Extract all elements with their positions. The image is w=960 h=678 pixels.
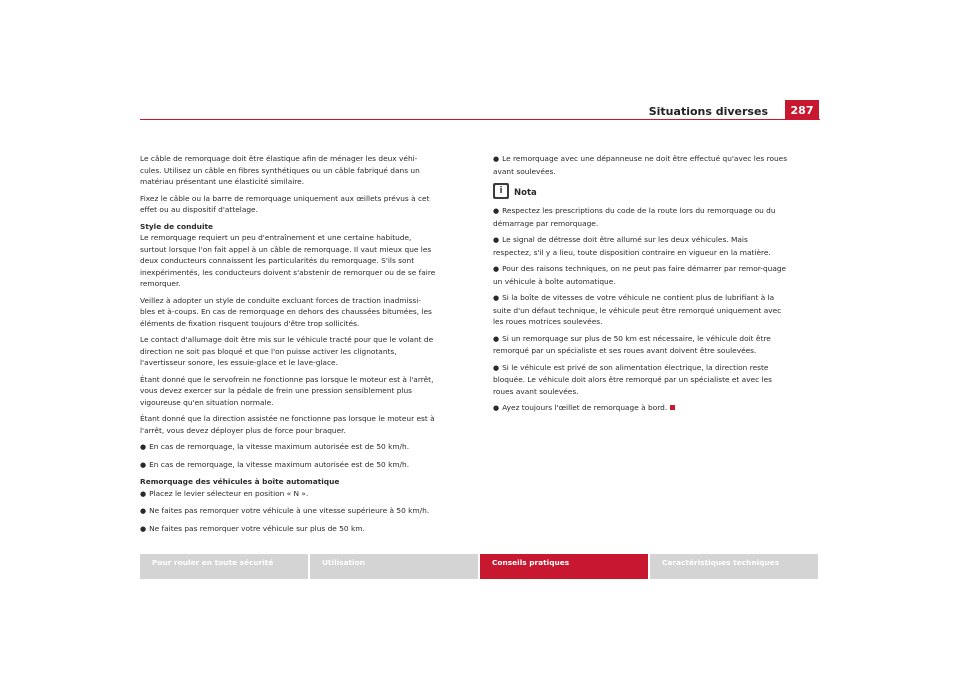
bullet-text: Pour des raisons techniques, on ne peut pas faire démarrer par remor-quage un véhicule à boîte automatique.: [493, 264, 787, 286]
tab-conseils-pratiques[interactable]: Conseils pratiques: [480, 554, 648, 579]
bullet-icon: ●: [493, 334, 500, 343]
paragraph: Veillez à adopter un style de conduite excluant forces de traction inadmissi-bles et à-coups. En cas de remorquage en dehors des chaussées bitumées, les éléments de fixation risquent toujours d'être trop sollicités.: [140, 295, 432, 328]
bullet-item: [493, 402, 788, 415]
bullet-item: [493, 153, 788, 177]
bullet-text: Le remorquage avec une dépanneuse ne doit être effectué qu'avec les roues avant soulevées.: [493, 154, 788, 176]
bullet-text: Si le véhicule est privé de son alimentation électrique, la direction reste bloquée. Le véhicule doit alors être remorqué par un spécialiste et avec les roues avant soulevées.: [493, 362, 772, 396]
section-end-marker: [670, 405, 675, 410]
section-heading: Style de conduite: [140, 221, 214, 231]
paragraph: Étant donné que la direction assistée ne fonctionne pas lorsque le moteur est à l'arrêt, vous devez déployer plus de force pour braquer.: [140, 414, 435, 435]
bullet-item: [493, 292, 788, 328]
info-icon-glyph: i: [495, 185, 507, 197]
paragraph: Le câble de remorquage doit être élastique afin de ménager les deux véhi-cules. Utilisez un câble en fibres synthétiques ou un câble fabriqué dans un matériau présentant une élasticité similaire.: [140, 154, 420, 186]
paragraph: Étant donné que le servofrein ne fonctionne pas lorsque le moteur est à l'arrêt, vous devez exercer sur la pédale de frein une pression sensiblement plus vigoureuse qu'en situation normale.: [140, 374, 434, 407]
bullet-item: [140, 523, 436, 536]
tab-pour-rouler-en-toute-securite[interactable]: Pour rouler en toute sécurité: [140, 554, 308, 579]
bullet-icon: ●: [493, 207, 500, 215]
bullet-icon: ●: [493, 404, 500, 412]
nota-header: [493, 183, 788, 199]
bullet-item: [140, 488, 436, 501]
header-divider: [140, 119, 820, 120]
bullet-text: Respectez les prescriptions du code de la route lors du remorquage ou du démarrage par remorquage.: [493, 206, 776, 228]
info-icon: [493, 183, 509, 199]
bullet-icon: ●: [140, 443, 147, 451]
paragraph: Le contact d'allumage doit être mis sur le véhicule tracté pour que le volant de direction ne soit pas bloqué et que l'on puisse activer les clignotants, l'avertisseur sonore, les essuie-glace et le lave-glace.: [140, 335, 434, 367]
bullet-icon: ●: [493, 294, 500, 302]
page-number: 287: [785, 100, 819, 120]
bullet-text: Si un remorquage sur plus de 50 km est nécessaire, le véhicule doit être remorqué par un spécialiste et ses roues avant doivent être soulevées.: [493, 333, 771, 355]
bullet-text: Ne faites pas remorquer votre véhicule à une vitesse supérieure à 50 km/h.: [149, 506, 430, 515]
bullet-icon: ●: [140, 524, 147, 533]
bullet-text: Si la boîte de vitesses de votre véhicule ne contient plus de lubrifiant à la suite d'un défaut technique, le véhicule peut être remorqué uniquement avec les roues motrices soulevées.: [493, 293, 782, 326]
bullet-text: En cas de remorquage, la vitesse maximum autorisée est de 50 km/h.: [149, 459, 410, 469]
bullet-item: [493, 234, 788, 258]
nota-label: Nota: [514, 187, 537, 198]
bullet-text: Ne faites pas remorquer votre véhicule sur plus de 50 km.: [149, 523, 365, 533]
tab-utilisation[interactable]: Utilisation: [310, 554, 478, 579]
paragraph: Le remorquage requiert un peu d'entraînement et une certaine habitude, surtout lorsque l'on fait appel à un câble de remorquage. Il vaut mieux que les deux conducteurs connaissent les particularités du remorquage. S'ils sont inexpérimentés, les conducteurs doivent s'abstenir de remorquer ou de se faire remorquer.: [140, 233, 436, 288]
footer-nav: [140, 554, 820, 579]
page-title: Situations diverses: [648, 105, 768, 118]
paragraph: Fixez le câble ou la barre de remorquage uniquement aux œillets prévus à cet effet ou au dispositif d'attelage.: [140, 193, 430, 214]
bullet-icon: ●: [140, 507, 147, 515]
bullet-item: [140, 459, 436, 472]
right-column: [493, 153, 788, 420]
tab-caracteristiques-techniques[interactable]: Caractéristiques techniques: [650, 554, 818, 579]
bullet-icon: ●: [493, 363, 500, 372]
bullet-icon: ●: [140, 489, 147, 498]
bullet-item: [140, 505, 436, 518]
bullet-icon: ●: [493, 236, 500, 244]
bullet-icon: ●: [140, 460, 147, 469]
left-column: [140, 153, 436, 540]
bullet-item: [493, 263, 788, 287]
bullet-item: [493, 205, 788, 229]
bullet-item: [493, 333, 788, 357]
bullet-text: En cas de remorquage, la vitesse maximum autorisée est de 50 km/h.: [149, 442, 410, 451]
section-heading: Remorquage des véhicules à boîte automatique: [140, 477, 340, 486]
bullet-text: Ayez toujours l'œillet de remorquage à bord.: [502, 403, 668, 412]
bullet-icon: ●: [493, 155, 500, 163]
bullet-icon: ●: [493, 265, 500, 273]
bullet-text: Placez le levier sélecteur en position « N ».: [149, 488, 309, 498]
bullet-text: Le signal de détresse doit être allumé sur les deux véhicules. Mais respectez, s'il y a lieu, toute disposition contraire en vigueur en la matière.: [493, 235, 771, 257]
bullet-item: [140, 441, 436, 454]
bullet-item: [493, 362, 788, 398]
